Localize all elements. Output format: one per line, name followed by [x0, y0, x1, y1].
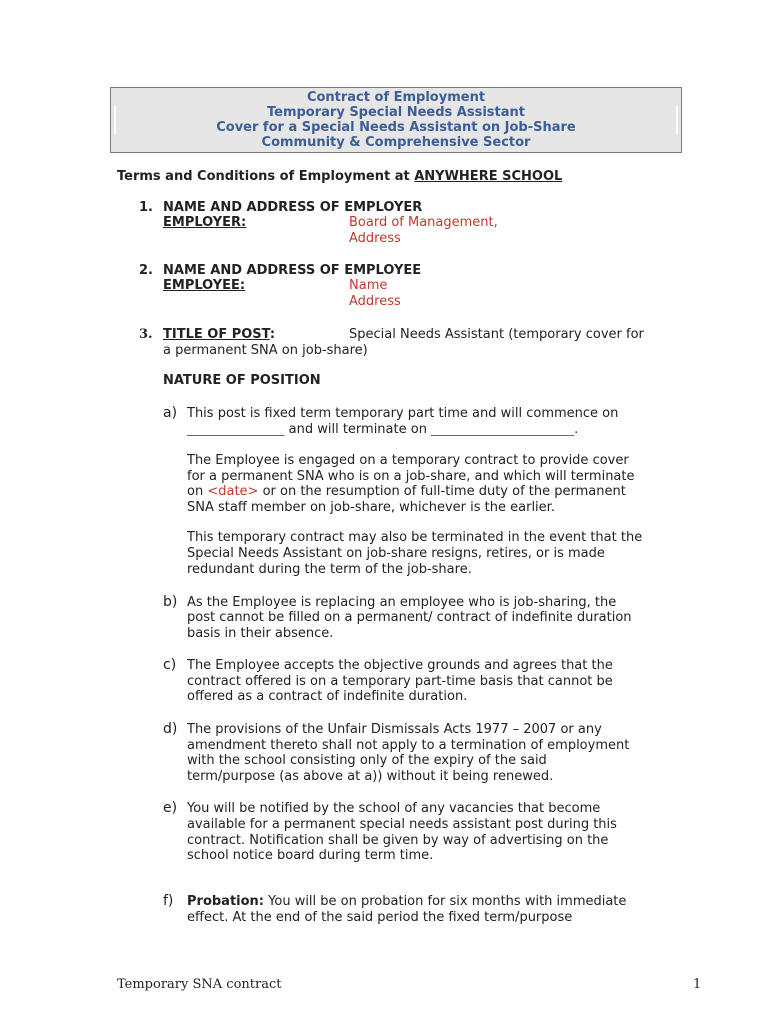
employer-label: EMPLOYER:: [163, 215, 247, 230]
item-a-p2-line3-pre: on: [187, 484, 208, 499]
item-f-letter: f): [163, 893, 174, 909]
item-a-line2-mid: and will terminate on: [284, 422, 432, 437]
item-c-line1: The Employee accepts the objective grounds and agrees that the: [187, 658, 613, 673]
employee-address: Address: [349, 294, 401, 309]
item-d-line2: amendment thereto shall not apply to a termination of employment: [187, 738, 630, 753]
employee-name: Name: [349, 278, 388, 293]
item-c-letter: c): [163, 657, 177, 673]
employer-address: Address: [349, 231, 401, 246]
item-d-line1: The provisions of the Unfair Dismissals Acts 1977 – 2007 or any: [187, 722, 602, 737]
item-d-letter: d): [163, 721, 178, 737]
section3-number: 3.: [139, 327, 153, 342]
terms-heading-prefix: Terms and Conditions of Employment at: [117, 169, 415, 184]
item-f-line2: effect. At the end of the said period the fixed term/purpose: [187, 910, 573, 925]
section2-number: 2.: [139, 263, 153, 278]
footer-document-title: Temporary SNA contract: [117, 977, 282, 992]
item-c-line3: offered as a contract of indefinite duration.: [187, 689, 468, 704]
nature-of-position-heading: NATURE OF POSITION: [163, 373, 321, 388]
title-of-post-value-cont: a permanent SNA on job-share): [163, 343, 368, 358]
document-header-box: [110, 87, 682, 153]
item-a-p2-line4: SNA staff member on job-share, whichever is the earlier.: [187, 500, 555, 515]
item-c-line2: contract offered is on a temporary part-time basis that cannot be: [187, 674, 613, 689]
item-d-line4: term/purpose (as above at a)) without it being renewed.: [187, 769, 554, 784]
item-b-line3: basis in their absence.: [187, 626, 334, 641]
terminate-date-blank[interactable]: ______________________: [431, 422, 575, 437]
item-f-line1: [187, 894, 626, 910]
title-of-post-colon: :: [269, 327, 276, 342]
school-name: ANYWHERE SCHOOL: [414, 169, 563, 184]
section2-title: NAME AND ADDRESS OF EMPLOYEE: [163, 263, 422, 278]
date-placeholder: <date>: [207, 484, 259, 499]
item-a-letter: a): [163, 405, 178, 421]
item-a-p3-line2: Special Needs Assistant on job-share resigns, retires, or is made: [187, 546, 605, 561]
item-e-line4: school notice board during term time.: [187, 848, 434, 863]
item-a-p2-line3-post: or on the resumption of full-time duty of the permanent: [258, 484, 626, 499]
item-a-p3-line1: This temporary contract may also be terminated in the event that the: [187, 530, 643, 545]
item-a-p2-line2: for a permanent SNA who is on a job-share, and which will terminate: [187, 469, 635, 484]
commence-date-blank[interactable]: _______________: [187, 422, 285, 437]
probation-label: Probation:: [187, 894, 265, 909]
item-a-line2-end: .: [574, 422, 579, 437]
employee-label: EMPLOYEE:: [163, 278, 246, 293]
item-e-line3: contract. Notification shall be given by way of advertising on the: [187, 833, 609, 848]
employer-value: Board of Management,: [349, 215, 498, 230]
header-sector-line: Community & Comprehensive Sector: [261, 135, 531, 150]
item-b-letter: b): [163, 594, 178, 610]
item-f-line1-rest: You will be on probation for six months with immediate: [264, 894, 627, 909]
header-title: Contract of Employment: [306, 90, 486, 105]
item-a-line1: This post is fixed term temporary part time and will commence on: [187, 406, 619, 421]
item-e-line1: You will be notified by the school of any vacancies that become: [187, 801, 601, 816]
page-number: 1: [693, 977, 702, 992]
item-a-p3-line3: redundant during the term of the job-share.: [187, 562, 472, 577]
item-e-line2: available for a permanent special needs assistant post during this: [187, 817, 617, 832]
section1-number: 1.: [139, 200, 153, 215]
header-cover-line: Cover for a Special Needs Assistant on Job-Share: [216, 120, 576, 135]
item-a-p2-line3: [187, 484, 626, 500]
section1-title: NAME AND ADDRESS OF EMPLOYER: [163, 200, 423, 215]
item-b-line1: As the Employee is replacing an employee who is job-sharing, the: [187, 595, 617, 610]
terms-heading: [117, 169, 562, 185]
item-e-letter: e): [163, 800, 178, 816]
item-a-line2: [187, 422, 578, 438]
item-b-line2: post cannot be filled on a permanent/ contract of indefinite duration: [187, 610, 632, 625]
header-subtitle: Temporary Special Needs Assistant: [266, 105, 525, 120]
item-d-line3: with the school consisting only of the expiry of the said: [187, 753, 547, 768]
item-a-p2-line1: The Employee is engaged on a temporary contract to provide cover: [187, 453, 629, 468]
title-of-post-text: TITLE OF POST: [163, 327, 270, 342]
title-of-post-value: Special Needs Assistant (temporary cover for: [349, 327, 644, 342]
title-of-post-label: [163, 327, 275, 343]
